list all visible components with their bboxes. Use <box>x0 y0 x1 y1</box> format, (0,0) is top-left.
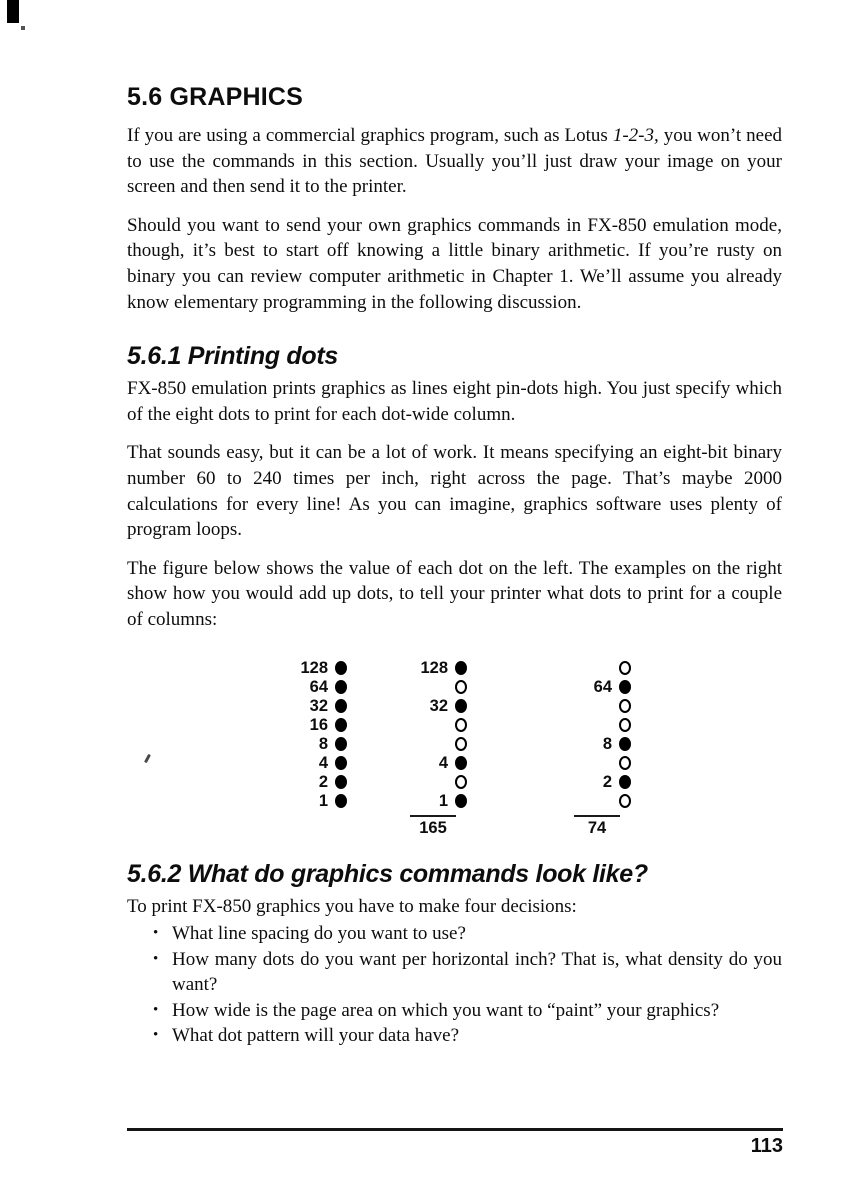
paragraph-printing-dots-3: The figure below shows the value of each dot on the left. The examples on the right show how you would add up dots, to tell your printer what dots to print for a couple of columns: <box>127 557 782 630</box>
dot-figure <box>127 659 782 837</box>
list-item <box>127 921 782 947</box>
page-content <box>127 82 782 1049</box>
list-item <box>127 1023 782 1049</box>
list-item-text: How many dots do you want per horizontal inch? That is, what density do you want? <box>172 948 782 996</box>
open-dot-icon <box>455 718 467 732</box>
open-dot-icon <box>619 718 631 732</box>
dot-row <box>578 773 631 792</box>
bullet-icon: • <box>153 925 159 942</box>
column-sum: 165 <box>410 815 456 837</box>
open-dot-icon <box>619 661 631 675</box>
decision-list <box>127 921 782 1049</box>
italic-product-name: 1-2-3, <box>612 125 659 146</box>
paragraph-four-decisions: To print FX-850 graphics you have to make four decisions: <box>127 895 577 917</box>
paragraph-printing-dots-2: That sounds easy, but it can be a lot of work. It means specifying an eight-bit binary number 60 to 240 times per inch, right across the page. That’s maybe 2000 calculations for every line! As you can imagine, graphics software uses plenty of program loops. <box>127 442 782 541</box>
dot-value-label: 2 <box>602 772 612 791</box>
open-dot-icon <box>619 699 631 713</box>
dot-value-label: 32 <box>309 696 328 715</box>
filled-dot-icon <box>335 794 347 808</box>
dot-row <box>414 659 467 678</box>
list-item-text: What line spacing do you want to use? <box>172 923 466 945</box>
dot-value-label: 64 <box>593 677 612 696</box>
paragraph-printing-dots-1: FX-850 emulation prints graphics as lines eight pin-dots high. You just specify which of the eight dots to print for each dot-wide column. <box>127 378 782 425</box>
dot-values-key <box>294 659 347 811</box>
dot-row <box>414 716 467 735</box>
open-dot-icon <box>455 680 467 694</box>
dot-row <box>414 678 467 697</box>
dot-row <box>294 773 347 792</box>
filled-dot-icon <box>455 699 467 713</box>
section-heading-5-6-2: 5.6.2 What do graphics commands look like? <box>127 859 648 888</box>
dot-row <box>294 792 347 811</box>
dot-row <box>414 697 467 716</box>
dot-value-label: 128 <box>420 658 448 677</box>
filled-dot-icon <box>335 680 347 694</box>
dot-value-label: 4 <box>318 753 328 772</box>
section-heading-5-6-1: 5.6.1 Printing dots <box>127 342 338 371</box>
dot-row <box>294 697 347 716</box>
dot-row <box>414 735 467 754</box>
bullet-icon: • <box>153 950 159 967</box>
dot-row <box>578 697 631 716</box>
filled-dot-icon <box>455 756 467 770</box>
dot-value-label: 4 <box>438 753 448 772</box>
dot-row <box>294 754 347 773</box>
dot-row <box>578 716 631 735</box>
filled-dot-icon <box>619 737 631 751</box>
bullet-icon: • <box>153 1027 159 1044</box>
list-item-text: How wide is the page area on which you want to “paint” your graphics? <box>172 999 720 1021</box>
dot-row <box>578 659 631 678</box>
section-heading-5-6: 5.6 GRAPHICS <box>127 83 304 111</box>
dot-row <box>414 792 467 811</box>
open-dot-icon <box>455 737 467 751</box>
dot-value-label: 128 <box>300 658 328 677</box>
dot-row <box>578 678 631 697</box>
dot-row <box>578 735 631 754</box>
paragraph-fx850-emulation: Should you want to send your own graphics commands in FX-850 emulation mode, though, it’s best to start off knowing a little binary arithmetic. If you’re rusty on binary you can review computer arithmetic in Chapter 1. We’ll assume you already know elementary programming in the following discussion. <box>127 214 782 313</box>
bullet-icon: • <box>153 1001 159 1018</box>
dot-row <box>578 792 631 811</box>
dot-value-label: 1 <box>438 791 448 810</box>
filled-dot-icon <box>455 661 467 675</box>
dot-value-label: 8 <box>318 734 328 753</box>
example-column-165 <box>414 659 467 837</box>
filled-dot-icon <box>455 794 467 808</box>
open-dot-icon <box>455 775 467 789</box>
dot-row <box>294 735 347 754</box>
filled-dot-icon <box>335 775 347 789</box>
dot-row <box>414 773 467 792</box>
filled-dot-icon <box>335 718 347 732</box>
page-number: 113 <box>750 1135 783 1157</box>
list-item-text: What dot pattern will your data have? <box>172 1025 460 1047</box>
dot-value-label: 1 <box>318 791 328 810</box>
dot-row <box>294 659 347 678</box>
column-sum: 74 <box>574 815 620 837</box>
footer-rule <box>127 1128 783 1131</box>
list-item <box>127 947 782 998</box>
filled-dot-icon <box>619 775 631 789</box>
paragraph-intro-graphics <box>127 123 782 200</box>
filled-dot-icon <box>335 756 347 770</box>
dot-value-label: 32 <box>429 696 448 715</box>
example-column-74 <box>578 659 631 837</box>
open-dot-icon <box>619 794 631 808</box>
dot-value-label: 64 <box>309 677 328 696</box>
dot-row <box>294 716 347 735</box>
list-item <box>127 998 782 1024</box>
filled-dot-icon <box>335 661 347 675</box>
dot-value-label: 2 <box>318 772 328 791</box>
dot-value-label: 8 <box>602 734 612 753</box>
filled-dot-icon <box>335 699 347 713</box>
filled-dot-icon <box>335 737 347 751</box>
filled-dot-icon <box>619 680 631 694</box>
paragraph-text: If you are using a commercial graphics program, such as Lotus <box>127 125 613 146</box>
dot-row <box>578 754 631 773</box>
dot-row <box>414 754 467 773</box>
dot-row <box>294 678 347 697</box>
open-dot-icon <box>619 756 631 770</box>
scan-artifact-bar <box>7 0 19 23</box>
dot-value-label: 16 <box>309 715 328 734</box>
paragraph-text: you won’t need to use the commands in this section. Usually you’ll just draw your image on your screen and then send it to the printer. <box>127 125 783 198</box>
